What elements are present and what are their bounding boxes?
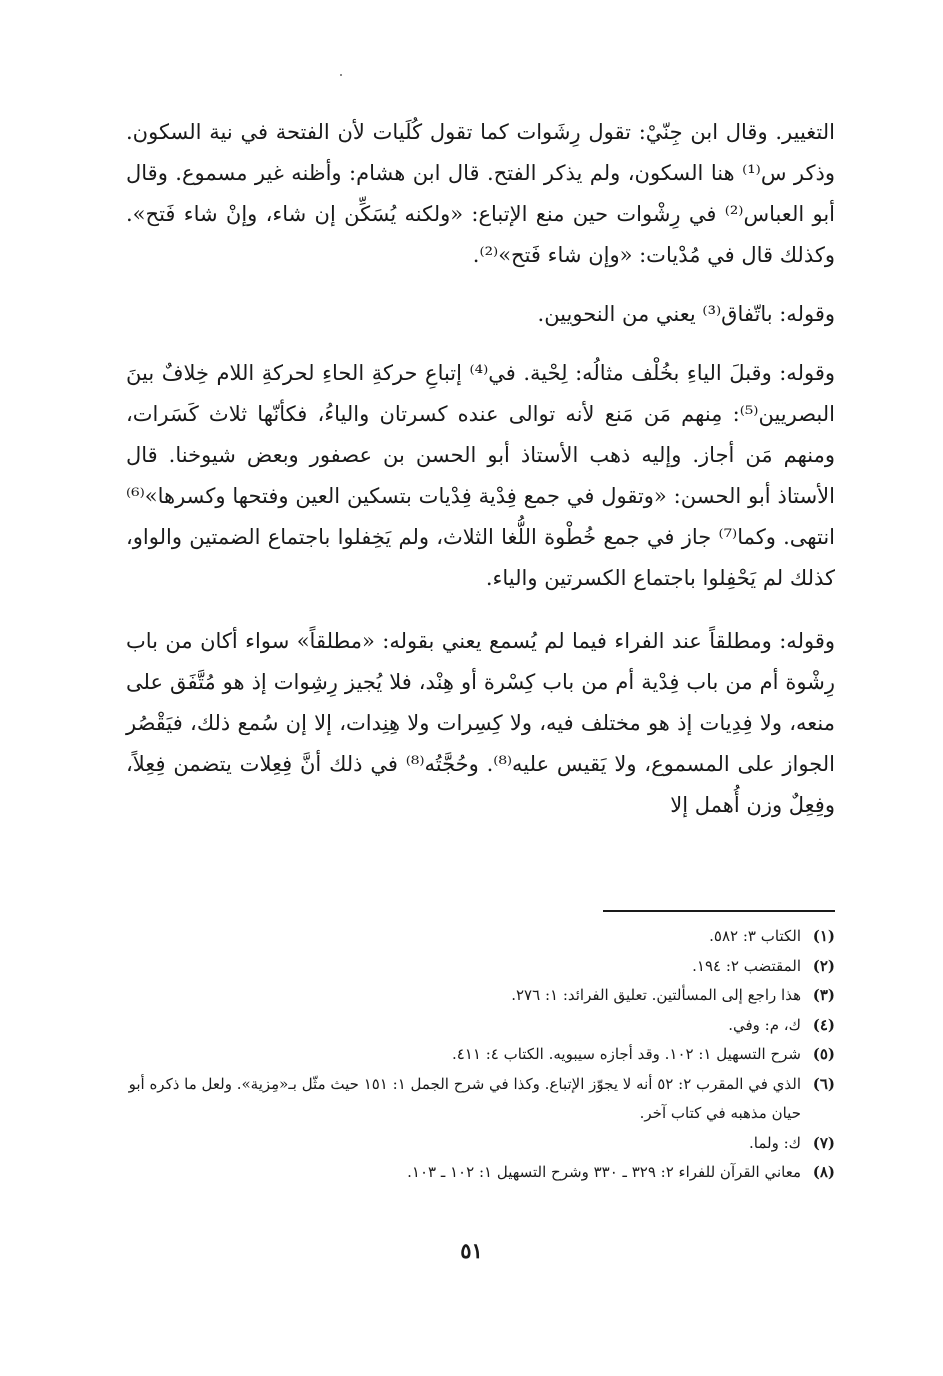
footnote-text: المقتضب ٢: ١٩٤. <box>692 956 801 975</box>
footnote-3 <box>126 981 835 1011</box>
footnote-2 <box>126 952 835 982</box>
footnote-text: ك، م: وفي. <box>728 1015 801 1034</box>
footnote-8 <box>126 1158 835 1188</box>
footnote-number: (٤) <box>812 1015 835 1034</box>
footnote-text: شرح التسهيل ١: ١٠٢. وقد أجازه سيبويه. الكتاب ٤: ٤١١. <box>451 1045 801 1063</box>
footnote-number: (١) <box>812 927 835 945</box>
footnote-text: الكتاب ٣: ٥٨٢. <box>709 927 801 945</box>
footnote-number: (٦) <box>812 1074 835 1093</box>
main-text <box>126 112 835 848</box>
paragraph-1: التغيير. وقال ابن جِنّيْ: تقول رِشَوات كما تقول كُلَيات لأن الفتحة في نية السكون. وذكر س⁽¹⁾ هنا السكون، ولم يذكر الفتح. قال ابن هشام: وأظنه غير مسموع. وقال أبو العباس⁽²⁾ في رِشْوات حين منع الإتباع: «ولكنه يُسَكِّن إن شاء، وإنْ شاء فَتح». وكذلك قال في مُدْيات: «وإن شاء فَتح»⁽²⁾. <box>126 120 835 267</box>
footnote-number: (٨) <box>812 1163 835 1181</box>
footnote-text: ك: ولما. <box>748 1133 801 1152</box>
footnote-6 <box>126 1070 835 1129</box>
footnote-separator <box>603 910 835 912</box>
footnote-7 <box>126 1129 835 1159</box>
footnote-number: (٥) <box>812 1045 835 1063</box>
footnote-text: الذي في المقرب ٢: ٥٢ أنه لا يجوّز الإتباع. وكذا في شرح الجمل ١: ١٥١ حيث مثّل بـ«مِزية». ولعل ما ذكره أبو حيان مذهبه في كتاب آخر. <box>128 1074 801 1122</box>
footnote-number: (٣) <box>812 986 835 1004</box>
footnote-text: معاني القرآن للفراء ٢: ٣٢٩ ـ ٣٣٠ وشرح التسهيل ١: ١٠٢ ـ ١٠٣. <box>407 1163 801 1181</box>
footnote-number: (٢) <box>812 956 835 975</box>
footnote-5 <box>126 1040 835 1070</box>
footnote-4 <box>126 1011 835 1041</box>
paragraph-4: وقوله: ومطلقاً عند الفراء فيما لم يُسمع يعني بقوله: «مطلقاً» سواء أكان من باب رِشْوة أم من باب فِدْية أم من باب كِسْرة أو هِنْد، فلا يُجيز رِشِوات إذ هو مُتَّفَق على منعه، ولا فِدِيات إذ هو مختلف فيه، ولا كِسِرات ولا هِنِدات، إلا إن سُمع ذلك، فيَقْصُر الجواز على المسموع، ولا يَقيس عليه⁽⁸⁾. وحُجَّتُه⁽⁸⁾ في ذلك أنَّ فِعِلات يتضمن فِعِلاً، وفِعِلٌ وزن أُهمل إلا <box>126 629 835 817</box>
paragraph-2: وقوله: باتّفاق⁽³⁾ يعني من النحويين. <box>537 302 835 326</box>
paragraph-3: وقوله: وقبلَ الياءِ بخُلْف مثالُه: لِحْية. في⁽⁴⁾ إتباعِ حركةِ الحاءِ لحركةِ اللام خِلافٌ بينَ البصريين⁽⁵⁾: مِنهم مَن مَنع لأنه توالى عنده كسرتان والياءُ، فكأنّها ثلاث كَسَرات، ومنهم مَن أجاز. وإليه ذهب الأستاذ أبو الحسن بن عصفور وبعض شيوخنا. قال الأستاذ أبو الحسن: «وتقول في جمع فِدْية فِدْيات بتسكين العين وفتحها وكسرها»⁽⁶⁾ انتهى. وكما⁽⁷⁾ جاز في جمع خُطْوة اللُّغا الثلاث، ولم يَخِفلوا باجتماع الضمتين والواو، كذلك لم يَحْفِلوا باجتماع الكسرتين والياء. <box>126 361 835 590</box>
footnote-text: هذا راجع إلى المسألتين. تعليق الفرائد: ١: ٢٧٦. <box>511 986 801 1004</box>
scan-speck <box>340 74 342 76</box>
footnote-number: (٧) <box>812 1133 835 1152</box>
footnote-1 <box>126 922 835 952</box>
footnotes <box>126 922 835 1188</box>
page-number: ٥١ <box>460 1238 483 1263</box>
